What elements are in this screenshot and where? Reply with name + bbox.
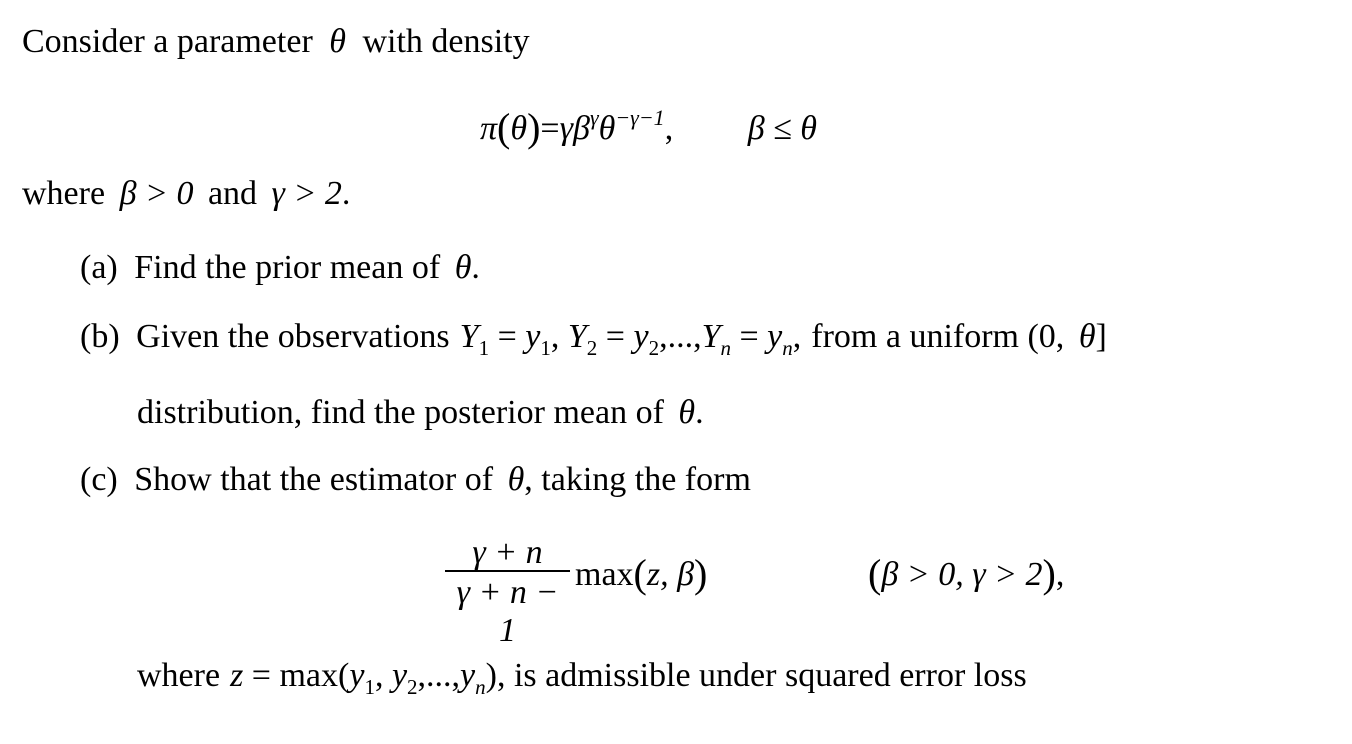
max-arguments: z, β [646,556,695,593]
max-function: max [575,556,634,593]
comma: , [550,318,568,355]
estimator-max: max(z, β) [575,551,708,596]
equals-sign: = [730,318,768,355]
y-symbol: y [391,657,408,694]
subscript-2: 2 [586,336,598,360]
y-symbol: y [349,657,365,694]
where-period: . [341,175,351,212]
fraction-bar [445,570,570,572]
beta-condition: β > 0 [119,175,194,212]
theta-symbol: θ [454,249,472,286]
y-symbol: y [525,318,541,355]
part-b-text-3: distribution, find the posterior mean of [137,394,664,431]
z-symbol: z [230,657,244,694]
Y-symbol: Y [701,318,721,355]
part-a-text: Find the prior mean of [134,249,441,286]
theta-symbol: θ [1078,318,1096,355]
subscript-n: n [720,336,731,360]
y-symbol: y [633,318,649,355]
ellipsis: ,..., [417,657,461,694]
equals-sign: = [540,110,560,147]
theta-symbol: θ [510,110,528,147]
part-a-label: (a) [80,249,118,286]
subscript-1: 1 [540,336,551,360]
formula-comma: , [1055,556,1065,593]
part-b-label: (b) [80,318,120,355]
part-b-text-2: from a uniform (0, [811,318,1065,355]
part-b-line-2 [137,393,704,433]
part-c-text-1: Show that the estimator of [134,461,494,498]
fraction-numerator: γ + n [472,534,543,571]
where-text: where [22,175,106,212]
theta-exponent: −γ−1 [615,105,665,130]
theta-symbol: θ [507,461,525,498]
max-definition: = max( [243,657,350,694]
gamma-symbol: γ [559,110,573,147]
theta-symbol: θ [678,394,696,431]
close-paren: ) [485,657,497,694]
part-b-text-1: Given the observations [136,318,450,355]
where-line [22,174,350,214]
part-c-text-2: , taking the form [524,461,751,498]
ellipsis: ,..., [659,318,702,355]
subscript-2: 2 [648,336,660,360]
part-c-line-1 [80,460,751,500]
closing-bracket: ] [1095,318,1107,355]
open-paren: ( [497,105,511,150]
and-text: and [207,175,258,212]
density-equation [480,98,817,149]
y-symbol: y [767,318,783,355]
equals-sign: = [489,318,526,355]
part-c-text-3: , is admissible under squared error loss [496,657,1027,694]
estimator-condition: (β > 0, γ > 2), [868,551,1065,596]
equals-sign: = [597,318,634,355]
pi-symbol: π [480,110,498,147]
beta-symbol: β [573,110,590,147]
subscript-n: n [475,675,486,699]
Y-symbol: Y [567,318,587,355]
subscript-1: 1 [478,336,490,360]
density-comma: , [664,110,674,147]
close-paren: ) [527,105,541,150]
subscript-1: 1 [364,675,375,699]
Y-symbol: Y [459,318,479,355]
part-a [80,248,480,288]
intro-text-2: with density [362,23,530,60]
intro-line [22,22,530,62]
where-text: where [137,657,221,694]
support-condition: β ≤ θ [747,110,817,147]
beta-exponent: γ [589,105,599,130]
intro-text-1: Consider a parameter [22,23,313,60]
gamma-condition: γ > 2 [271,175,342,212]
theta-symbol-2: θ [598,110,616,147]
part-c-line-3: where $z = \max(y_1$, $y_2,...,y_n$), is admissible under squared error loss [137,657,1027,699]
part-b-period: . [695,394,704,431]
part-b-line-1 [80,317,1107,368]
theta-symbol: θ [329,23,346,60]
part-a-period: . [471,249,480,286]
part-c-label: (c) [80,461,118,498]
parameter-condition: β > 0, γ > 2 [881,556,1043,593]
fraction-denominator: γ + n − 1 [456,574,559,649]
subscript-2: 2 [407,675,418,699]
estimator-fraction [445,534,570,649]
y-symbol: y [460,657,476,694]
subscript-n: n [782,336,793,360]
comma: , [792,318,802,355]
